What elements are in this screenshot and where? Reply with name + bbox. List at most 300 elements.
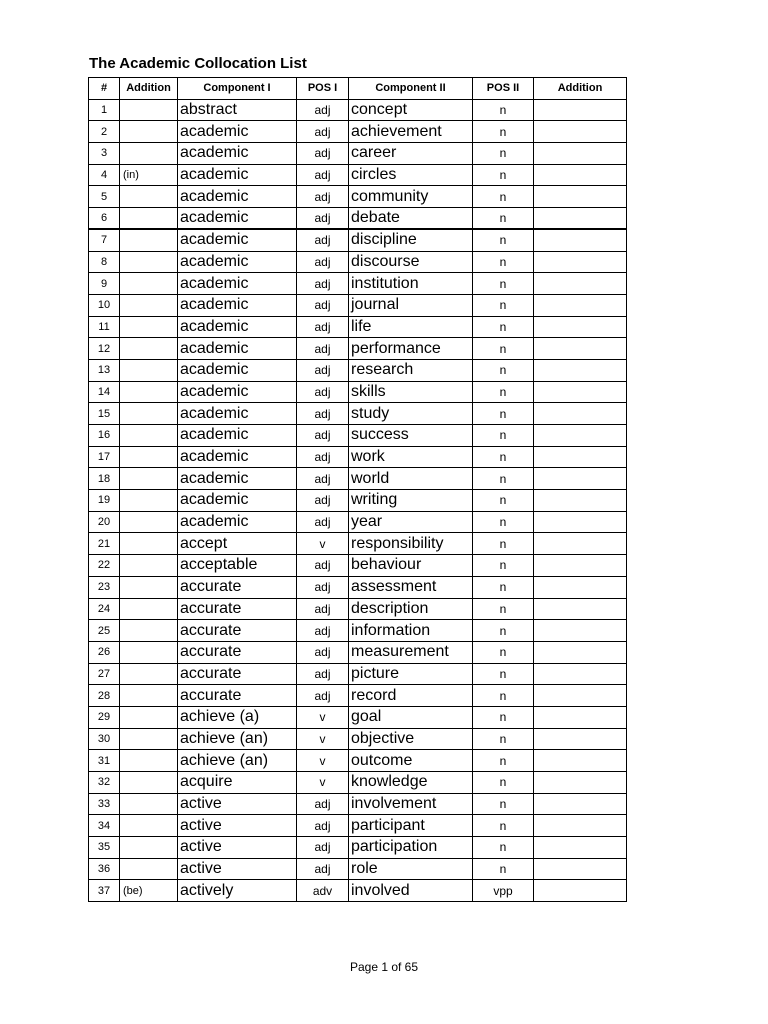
pos-two-cell: n bbox=[473, 338, 534, 360]
addition-before-cell bbox=[120, 772, 178, 794]
pos-one-cell: adj bbox=[297, 121, 349, 143]
component-two-cell: career bbox=[349, 143, 473, 165]
row-number: 25 bbox=[89, 620, 120, 642]
addition-before-cell bbox=[120, 728, 178, 750]
pos-one-cell: adj bbox=[297, 359, 349, 381]
table-row bbox=[89, 164, 627, 186]
addition-before-cell bbox=[120, 121, 178, 143]
component-one-cell: accurate bbox=[178, 576, 297, 598]
row-number: 2 bbox=[89, 121, 120, 143]
row-number: 31 bbox=[89, 750, 120, 772]
addition-after-cell bbox=[534, 750, 627, 772]
pos-two-cell: n bbox=[473, 381, 534, 403]
addition-after-cell bbox=[534, 294, 627, 316]
addition-before-cell bbox=[120, 793, 178, 815]
pos-one-cell: adj bbox=[297, 273, 349, 295]
row-number: 32 bbox=[89, 772, 120, 794]
pos-one-cell: adj bbox=[297, 490, 349, 512]
pos-two-cell: n bbox=[473, 229, 534, 251]
addition-after-cell bbox=[534, 858, 627, 880]
pos-two-cell: n bbox=[473, 446, 534, 468]
table-row bbox=[89, 316, 627, 338]
component-one-cell: abstract bbox=[178, 99, 297, 121]
table-row bbox=[89, 381, 627, 403]
component-two-cell: responsibility bbox=[349, 533, 473, 555]
addition-before-cell bbox=[120, 251, 178, 273]
component-one-cell: academic bbox=[178, 121, 297, 143]
component-one-cell: accurate bbox=[178, 641, 297, 663]
addition-before-cell bbox=[120, 446, 178, 468]
addition-after-cell bbox=[534, 208, 627, 230]
pos-one-cell: adj bbox=[297, 837, 349, 859]
component-one-cell: academic bbox=[178, 381, 297, 403]
component-one-cell: academic bbox=[178, 425, 297, 447]
addition-after-cell bbox=[534, 772, 627, 794]
header-component-one: Component I bbox=[178, 78, 297, 100]
pos-two-cell: vpp bbox=[473, 880, 534, 902]
row-number: 12 bbox=[89, 338, 120, 360]
component-two-cell: circles bbox=[349, 164, 473, 186]
header-row bbox=[89, 78, 627, 100]
addition-before-cell bbox=[120, 316, 178, 338]
addition-after-cell bbox=[534, 316, 627, 338]
pos-one-cell: adj bbox=[297, 858, 349, 880]
row-number: 26 bbox=[89, 641, 120, 663]
pos-two-cell: n bbox=[473, 685, 534, 707]
addition-before-cell bbox=[120, 598, 178, 620]
addition-before-cell bbox=[120, 359, 178, 381]
component-one-cell: actively bbox=[178, 880, 297, 902]
addition-before-cell bbox=[120, 706, 178, 728]
row-number: 18 bbox=[89, 468, 120, 490]
pos-two-cell: n bbox=[473, 251, 534, 273]
component-one-cell: active bbox=[178, 858, 297, 880]
table-row bbox=[89, 728, 627, 750]
row-number: 37 bbox=[89, 880, 120, 902]
pos-one-cell: adj bbox=[297, 555, 349, 577]
pos-two-cell: n bbox=[473, 121, 534, 143]
pos-two-cell: n bbox=[473, 620, 534, 642]
table-row bbox=[89, 511, 627, 533]
page-title: The Academic Collocation List bbox=[89, 55, 307, 72]
table-row bbox=[89, 620, 627, 642]
component-one-cell: achieve (a) bbox=[178, 706, 297, 728]
row-number: 36 bbox=[89, 858, 120, 880]
component-two-cell: success bbox=[349, 425, 473, 447]
addition-after-cell bbox=[534, 511, 627, 533]
row-number: 9 bbox=[89, 273, 120, 295]
addition-after-cell bbox=[534, 121, 627, 143]
addition-before-cell bbox=[120, 338, 178, 360]
component-one-cell: academic bbox=[178, 468, 297, 490]
pos-one-cell: adj bbox=[297, 663, 349, 685]
pos-one-cell: adj bbox=[297, 620, 349, 642]
addition-before-cell bbox=[120, 490, 178, 512]
row-number: 13 bbox=[89, 359, 120, 381]
row-number: 21 bbox=[89, 533, 120, 555]
addition-before-cell bbox=[120, 273, 178, 295]
addition-after-cell bbox=[534, 381, 627, 403]
row-number: 30 bbox=[89, 728, 120, 750]
pos-two-cell: n bbox=[473, 837, 534, 859]
component-two-cell: community bbox=[349, 186, 473, 208]
addition-before-cell bbox=[120, 99, 178, 121]
table-row bbox=[89, 793, 627, 815]
row-number: 10 bbox=[89, 294, 120, 316]
addition-after-cell bbox=[534, 186, 627, 208]
component-two-cell: description bbox=[349, 598, 473, 620]
pos-two-cell: n bbox=[473, 576, 534, 598]
table-row bbox=[89, 641, 627, 663]
component-two-cell: goal bbox=[349, 706, 473, 728]
addition-before-cell bbox=[120, 837, 178, 859]
table-row bbox=[89, 121, 627, 143]
addition-after-cell bbox=[534, 490, 627, 512]
row-number: 6 bbox=[89, 208, 120, 230]
table-row bbox=[89, 99, 627, 121]
component-two-cell: concept bbox=[349, 99, 473, 121]
pos-one-cell: adj bbox=[297, 468, 349, 490]
pos-two-cell: n bbox=[473, 706, 534, 728]
component-one-cell: accurate bbox=[178, 663, 297, 685]
table-row bbox=[89, 359, 627, 381]
component-two-cell: discipline bbox=[349, 229, 473, 251]
addition-after-cell bbox=[534, 338, 627, 360]
addition-after-cell bbox=[534, 555, 627, 577]
table-row bbox=[89, 186, 627, 208]
component-two-cell: life bbox=[349, 316, 473, 338]
component-two-cell: participant bbox=[349, 815, 473, 837]
table-row bbox=[89, 425, 627, 447]
component-one-cell: achieve (an) bbox=[178, 728, 297, 750]
pos-one-cell: adj bbox=[297, 425, 349, 447]
addition-before-cell bbox=[120, 641, 178, 663]
pos-one-cell: adj bbox=[297, 511, 349, 533]
addition-after-cell bbox=[534, 446, 627, 468]
addition-before-cell bbox=[120, 143, 178, 165]
pos-two-cell: n bbox=[473, 99, 534, 121]
addition-after-cell bbox=[534, 425, 627, 447]
component-two-cell: journal bbox=[349, 294, 473, 316]
pos-one-cell: adj bbox=[297, 403, 349, 425]
pos-two-cell: n bbox=[473, 294, 534, 316]
addition-after-cell bbox=[534, 273, 627, 295]
table-row bbox=[89, 229, 627, 251]
addition-before-cell bbox=[120, 620, 178, 642]
table-row bbox=[89, 706, 627, 728]
header-pos-one: POS I bbox=[297, 78, 349, 100]
component-two-cell: involved bbox=[349, 880, 473, 902]
pos-two-cell: n bbox=[473, 403, 534, 425]
component-one-cell: achieve (an) bbox=[178, 750, 297, 772]
component-two-cell: debate bbox=[349, 208, 473, 230]
pos-one-cell: adj bbox=[297, 143, 349, 165]
addition-after-cell bbox=[534, 728, 627, 750]
pos-two-cell: n bbox=[473, 750, 534, 772]
table-row bbox=[89, 208, 627, 230]
component-two-cell: record bbox=[349, 685, 473, 707]
row-number: 27 bbox=[89, 663, 120, 685]
component-one-cell: acquire bbox=[178, 772, 297, 794]
component-two-cell: picture bbox=[349, 663, 473, 685]
pos-two-cell: n bbox=[473, 815, 534, 837]
header-component-two: Component II bbox=[349, 78, 473, 100]
row-number: 4 bbox=[89, 164, 120, 186]
table-row bbox=[89, 490, 627, 512]
row-number: 1 bbox=[89, 99, 120, 121]
pos-one-cell: adj bbox=[297, 316, 349, 338]
addition-after-cell bbox=[534, 468, 627, 490]
addition-before-cell: (in) bbox=[120, 164, 178, 186]
addition-after-cell bbox=[534, 598, 627, 620]
component-one-cell: accurate bbox=[178, 685, 297, 707]
header-addition-before: Addition bbox=[120, 78, 178, 100]
pos-one-cell: adj bbox=[297, 576, 349, 598]
component-one-cell: academic bbox=[178, 511, 297, 533]
pos-one-cell: adj bbox=[297, 598, 349, 620]
component-one-cell: active bbox=[178, 815, 297, 837]
pos-two-cell: n bbox=[473, 164, 534, 186]
header-addition-after: Addition bbox=[534, 78, 627, 100]
pos-one-cell: v bbox=[297, 533, 349, 555]
component-one-cell: academic bbox=[178, 359, 297, 381]
component-one-cell: academic bbox=[178, 251, 297, 273]
addition-after-cell bbox=[534, 706, 627, 728]
pos-one-cell: adj bbox=[297, 208, 349, 230]
pos-one-cell: adj bbox=[297, 641, 349, 663]
component-two-cell: involvement bbox=[349, 793, 473, 815]
addition-before-cell bbox=[120, 381, 178, 403]
addition-before-cell bbox=[120, 555, 178, 577]
addition-after-cell bbox=[534, 251, 627, 273]
table-row bbox=[89, 772, 627, 794]
pos-one-cell: v bbox=[297, 772, 349, 794]
pos-one-cell: adj bbox=[297, 815, 349, 837]
component-two-cell: discourse bbox=[349, 251, 473, 273]
addition-after-cell bbox=[534, 837, 627, 859]
pos-two-cell: n bbox=[473, 425, 534, 447]
addition-after-cell bbox=[534, 576, 627, 598]
page-number: Page 1 of 65 bbox=[349, 960, 419, 974]
table-row bbox=[89, 815, 627, 837]
pos-two-cell: n bbox=[473, 143, 534, 165]
component-two-cell: year bbox=[349, 511, 473, 533]
pos-one-cell: v bbox=[297, 728, 349, 750]
component-one-cell: academic bbox=[178, 164, 297, 186]
component-one-cell: academic bbox=[178, 446, 297, 468]
pos-one-cell: adj bbox=[297, 99, 349, 121]
table-row bbox=[89, 338, 627, 360]
pos-two-cell: n bbox=[473, 641, 534, 663]
row-number: 5 bbox=[89, 186, 120, 208]
addition-after-cell bbox=[534, 229, 627, 251]
component-two-cell: knowledge bbox=[349, 772, 473, 794]
component-one-cell: accept bbox=[178, 533, 297, 555]
pos-two-cell: n bbox=[473, 533, 534, 555]
component-two-cell: study bbox=[349, 403, 473, 425]
pos-one-cell: adv bbox=[297, 880, 349, 902]
table-row bbox=[89, 468, 627, 490]
pos-two-cell: n bbox=[473, 555, 534, 577]
pos-one-cell: v bbox=[297, 706, 349, 728]
addition-before-cell bbox=[120, 511, 178, 533]
row-number: 29 bbox=[89, 706, 120, 728]
pos-two-cell: n bbox=[473, 858, 534, 880]
addition-after-cell bbox=[534, 164, 627, 186]
pos-two-cell: n bbox=[473, 728, 534, 750]
pos-two-cell: n bbox=[473, 273, 534, 295]
table-body bbox=[89, 99, 627, 901]
pos-two-cell: n bbox=[473, 490, 534, 512]
pos-one-cell: adj bbox=[297, 685, 349, 707]
pos-two-cell: n bbox=[473, 359, 534, 381]
component-two-cell: behaviour bbox=[349, 555, 473, 577]
row-number: 35 bbox=[89, 837, 120, 859]
component-one-cell: academic bbox=[178, 490, 297, 512]
pos-two-cell: n bbox=[473, 598, 534, 620]
table-row bbox=[89, 880, 627, 902]
row-number: 17 bbox=[89, 446, 120, 468]
component-one-cell: academic bbox=[178, 294, 297, 316]
component-one-cell: active bbox=[178, 793, 297, 815]
row-number: 8 bbox=[89, 251, 120, 273]
table-row bbox=[89, 446, 627, 468]
pos-one-cell: adj bbox=[297, 381, 349, 403]
table-row bbox=[89, 858, 627, 880]
table-header bbox=[89, 78, 627, 100]
addition-before-cell bbox=[120, 685, 178, 707]
pos-one-cell: adj bbox=[297, 338, 349, 360]
component-one-cell: active bbox=[178, 837, 297, 859]
pos-two-cell: n bbox=[473, 468, 534, 490]
addition-after-cell bbox=[534, 533, 627, 555]
addition-after-cell bbox=[534, 143, 627, 165]
addition-before-cell bbox=[120, 815, 178, 837]
addition-after-cell bbox=[534, 880, 627, 902]
pos-one-cell: v bbox=[297, 750, 349, 772]
addition-after-cell bbox=[534, 620, 627, 642]
pos-one-cell: adj bbox=[297, 446, 349, 468]
component-two-cell: assessment bbox=[349, 576, 473, 598]
table-row bbox=[89, 403, 627, 425]
component-two-cell: objective bbox=[349, 728, 473, 750]
component-two-cell: research bbox=[349, 359, 473, 381]
addition-before-cell bbox=[120, 576, 178, 598]
row-number: 34 bbox=[89, 815, 120, 837]
row-number: 22 bbox=[89, 555, 120, 577]
addition-before-cell bbox=[120, 403, 178, 425]
component-one-cell: academic bbox=[178, 208, 297, 230]
pos-one-cell: adj bbox=[297, 294, 349, 316]
table-row bbox=[89, 598, 627, 620]
addition-after-cell bbox=[534, 359, 627, 381]
pos-two-cell: n bbox=[473, 186, 534, 208]
table-row bbox=[89, 576, 627, 598]
addition-before-cell bbox=[120, 663, 178, 685]
table-row bbox=[89, 273, 627, 295]
row-number: 28 bbox=[89, 685, 120, 707]
addition-after-cell bbox=[534, 99, 627, 121]
addition-before-cell bbox=[120, 425, 178, 447]
collocation-table bbox=[88, 77, 627, 902]
addition-after-cell bbox=[534, 663, 627, 685]
row-number: 15 bbox=[89, 403, 120, 425]
component-two-cell: skills bbox=[349, 381, 473, 403]
addition-before-cell: (be) bbox=[120, 880, 178, 902]
addition-before-cell bbox=[120, 229, 178, 251]
table-row bbox=[89, 143, 627, 165]
row-number: 19 bbox=[89, 490, 120, 512]
pos-two-cell: n bbox=[473, 208, 534, 230]
pos-two-cell: n bbox=[473, 511, 534, 533]
pos-one-cell: adj bbox=[297, 793, 349, 815]
component-two-cell: outcome bbox=[349, 750, 473, 772]
component-two-cell: institution bbox=[349, 273, 473, 295]
component-one-cell: academic bbox=[178, 229, 297, 251]
addition-after-cell bbox=[534, 815, 627, 837]
component-two-cell: participation bbox=[349, 837, 473, 859]
row-number: 3 bbox=[89, 143, 120, 165]
component-two-cell: role bbox=[349, 858, 473, 880]
row-number: 16 bbox=[89, 425, 120, 447]
pos-two-cell: n bbox=[473, 772, 534, 794]
row-number: 24 bbox=[89, 598, 120, 620]
component-two-cell: achievement bbox=[349, 121, 473, 143]
pos-one-cell: adj bbox=[297, 251, 349, 273]
component-two-cell: performance bbox=[349, 338, 473, 360]
component-two-cell: information bbox=[349, 620, 473, 642]
row-number: 7 bbox=[89, 229, 120, 251]
table-row bbox=[89, 837, 627, 859]
row-number: 33 bbox=[89, 793, 120, 815]
table-row bbox=[89, 750, 627, 772]
component-one-cell: acceptable bbox=[178, 555, 297, 577]
component-one-cell: academic bbox=[178, 403, 297, 425]
table-row bbox=[89, 685, 627, 707]
pos-one-cell: adj bbox=[297, 229, 349, 251]
addition-before-cell bbox=[120, 750, 178, 772]
component-two-cell: world bbox=[349, 468, 473, 490]
component-one-cell: academic bbox=[178, 186, 297, 208]
pos-one-cell: adj bbox=[297, 164, 349, 186]
addition-before-cell bbox=[120, 468, 178, 490]
addition-after-cell bbox=[534, 641, 627, 663]
addition-before-cell bbox=[120, 208, 178, 230]
pos-two-cell: n bbox=[473, 663, 534, 685]
table-row bbox=[89, 555, 627, 577]
table-row bbox=[89, 251, 627, 273]
component-one-cell: accurate bbox=[178, 598, 297, 620]
component-two-cell: measurement bbox=[349, 641, 473, 663]
component-two-cell: writing bbox=[349, 490, 473, 512]
row-number: 20 bbox=[89, 511, 120, 533]
table-row bbox=[89, 294, 627, 316]
component-one-cell: academic bbox=[178, 143, 297, 165]
addition-after-cell bbox=[534, 403, 627, 425]
component-one-cell: accurate bbox=[178, 620, 297, 642]
pos-two-cell: n bbox=[473, 316, 534, 338]
table-row bbox=[89, 663, 627, 685]
addition-before-cell bbox=[120, 858, 178, 880]
addition-before-cell bbox=[120, 294, 178, 316]
table-row bbox=[89, 533, 627, 555]
addition-after-cell bbox=[534, 685, 627, 707]
header-number: # bbox=[89, 78, 120, 100]
pos-two-cell: n bbox=[473, 793, 534, 815]
component-one-cell: academic bbox=[178, 273, 297, 295]
row-number: 11 bbox=[89, 316, 120, 338]
row-number: 14 bbox=[89, 381, 120, 403]
